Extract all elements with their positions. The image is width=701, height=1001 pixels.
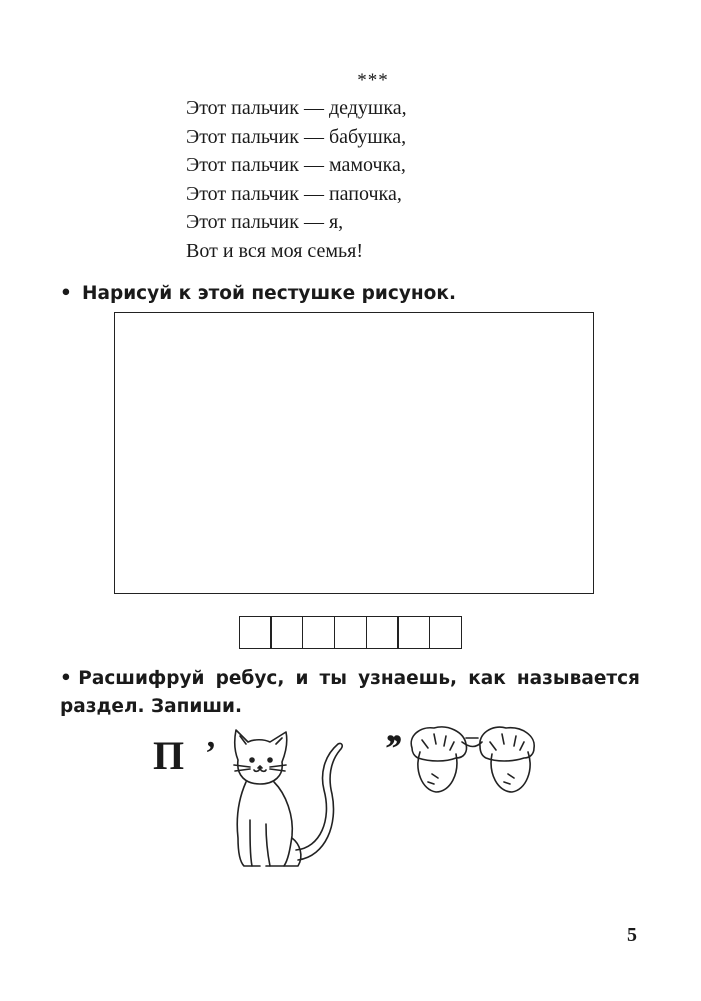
word: как [468,668,506,689]
poem-line: Этот пальчик — бабушка, [186,125,407,148]
answer-cell[interactable] [270,616,303,649]
bullet: • [60,668,72,689]
rebus-comma-single: ’ [205,735,217,772]
rebus-comma-double: ’’ [384,726,400,771]
answer-cell[interactable] [397,616,430,649]
poem-line: Вот и вся моя семья! [186,239,364,262]
word: и [295,668,309,689]
poem-line: Этот пальчик — я, [186,211,344,233]
task-rebus-line2: раздел. Запиши. [60,696,242,717]
answer-cell[interactable] [239,616,272,649]
poem-stars: *** [357,70,389,91]
acorns-icon [404,718,554,798]
answer-cell[interactable] [429,616,462,649]
task-rebus-line1 [60,665,640,693]
word: ты [319,668,347,689]
poem [186,70,486,265]
task-rebus-instruction [60,665,640,721]
word: Расшифруй [78,668,205,689]
bullet: • [60,283,72,304]
task-draw-text: Нарисуй к этой пестушке рисунок. [82,283,456,304]
poem-line: Этот пальчик — мамочка, [186,154,406,176]
task-draw-instruction [60,283,456,304]
cat-icon [220,720,360,880]
word: называется [516,668,640,689]
word: узнаешь, [358,668,458,689]
answer-cells [240,616,462,649]
poem-line: Этот пальчик — папочка, [186,182,402,205]
poem-line: Этот пальчик — дедушка, [186,97,407,119]
answer-cell[interactable] [334,616,367,649]
answer-cell[interactable] [366,616,399,649]
rebus-letter: П [153,733,185,778]
answer-cell[interactable] [302,616,335,649]
drawing-area[interactable] [114,312,594,594]
page-number: 5 [627,924,637,946]
word: ребус, [215,668,285,689]
